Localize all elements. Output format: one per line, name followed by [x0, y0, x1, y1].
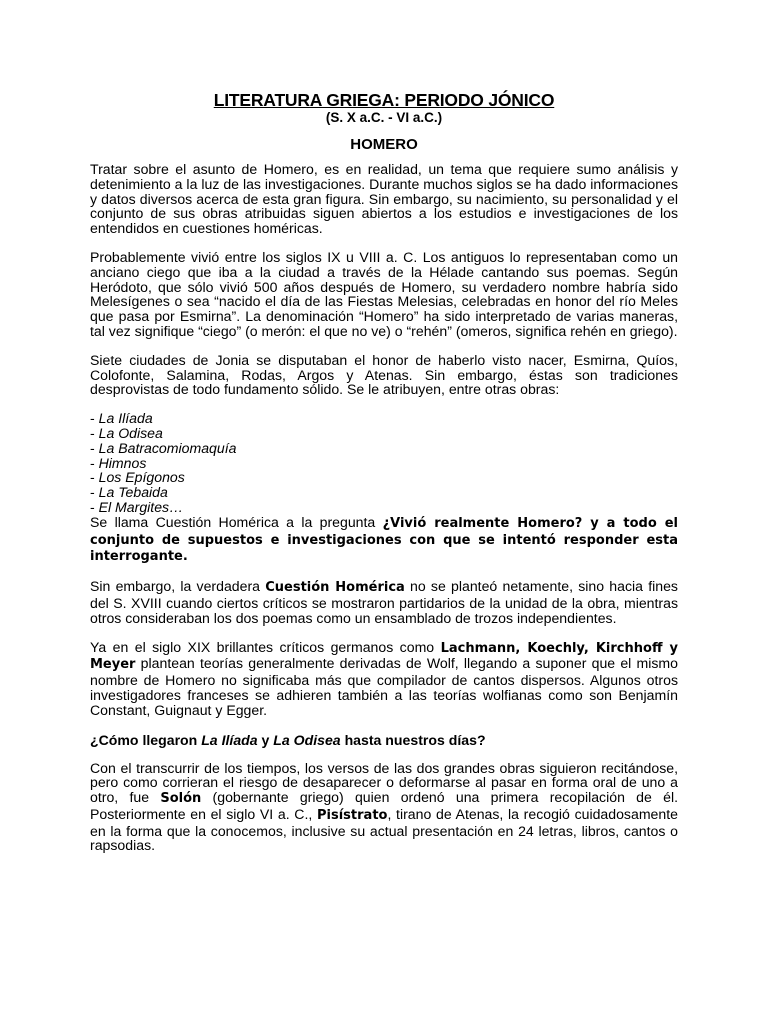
list-item	[90, 485, 678, 500]
list-item	[90, 426, 678, 441]
list-dash: -	[90, 454, 99, 471]
list-item	[90, 500, 678, 515]
work-title: El Margites…	[98, 498, 184, 515]
paragraph-6-text-a: Ya en el siglo XIX brillantes críticos germanos como	[90, 638, 441, 655]
list-dash: -	[90, 484, 99, 501]
critics-names: Lachmann, Koechly, Kirchhoff y Meyer	[90, 640, 678, 673]
work-title: Los Epígonos	[98, 469, 185, 486]
page-subtitle: (S. X a.C. - VI a.C.)	[325, 110, 443, 125]
sub-heading-text-c: hasta nuestros días?	[340, 731, 486, 748]
paragraph-3: Siete ciudades de Jonia se disputaban el honor de haberlo visto nacer, Esmirna, Quíos, Colofonte, Salamina, Rodas, Argos y Atenas. Sin embargo, éstas son tradiciones desprovistas de todo fundamento sólido. Se le atribuyen, entre otras obras:	[90, 351, 678, 398]
list-dash: -	[90, 439, 99, 456]
paragraph-7-text-c: , tirano de Atenas, la recogió cuidadosamente en la forma que la conocemos, inclusive su actual presentación en 24 letras, libros, cantos o rapsodias.	[90, 805, 678, 854]
pisistrato-name: Pisístrato	[317, 807, 388, 823]
paragraph-1: Tratar sobre el asunto de Homero, es en realidad, un tema que requiere sumo análisis y detenimiento a la luz de las investigaciones. Durante muchos siglos se ha dado informaciones y datos diversos acerca de esta gran figura. Sin embargo, su nacimiento, su personalidad y el conjunto de sus obras atribuidas siguen abiertos a los estudios e investigaciones de los entendidos en cuestiones homéricas.	[90, 161, 678, 237]
list-dash: -	[90, 410, 99, 427]
list-dash: -	[90, 498, 99, 515]
homeric-question: ¿Vivió realmente Homero? y a todo el conjunto de supuestos e investigaciones con que se intentó responder esta interrogante.	[90, 515, 678, 565]
paragraph-5	[90, 579, 678, 625]
work-title: Himnos	[98, 454, 147, 471]
paragraph-7-text-b: (gobernante griego) quien ordenó una primera recopilación de él. Posteriormente en el siglo VI a. C.,	[90, 789, 679, 822]
list-item	[90, 411, 678, 426]
odyssey-title: La Odisea	[273, 731, 341, 748]
cuestion-homerica-term: Cuestión Homérica	[265, 580, 405, 596]
paragraph-5-text-b: no se planteó netamente, sino hacia fines del S. XVIII cuando ciertos críticos se mostraron partidarios de la unidad de la obra, mientras otros consideraban los dos poemas como un ensamblado de trozos independientes.	[90, 578, 678, 626]
work-title: La Ilíada	[98, 410, 153, 427]
sub-heading-text-a: ¿Cómo llegaron	[90, 731, 202, 748]
iliad-title: La Ilíada	[201, 731, 258, 748]
section-heading: HOMERO	[350, 136, 418, 153]
sub-heading-text-b: y	[257, 731, 274, 748]
work-title: La Tebaida	[98, 484, 168, 501]
paragraph-7-text-a: Con el transcurrir de los tiempos, los versos de las dos grandes obras siguieron recitándose, pero como corrieran el riesgo de desaparecer o deformarse al pasar en forma oral de uno a otro, fue	[90, 759, 678, 806]
works-list	[90, 411, 678, 515]
sub-heading	[90, 732, 678, 748]
list-item	[90, 470, 678, 485]
paragraph-4	[90, 515, 678, 565]
paragraph-4-lead: Se llama Cuestión Homérica a la pregunta	[90, 513, 383, 530]
paragraph-6-text-b: plantean teorías generalmente derivadas de Wolf, llegando a suponer que el mismo nombre de Homero no significaba más que compilador de cantos dispersos. Algunos otros investigadores franceses se adhieren también a las teorías wolfianas como son Benjamín Constant, Guignaut y Egger.	[90, 655, 678, 718]
solon-name: Solón	[160, 791, 202, 807]
paragraph-5-text-a: Sin embargo, la verdadera	[90, 578, 266, 595]
work-title: La Batracomiomaquía	[98, 439, 237, 456]
paragraph-6	[90, 640, 678, 718]
list-dash: -	[90, 424, 99, 441]
paragraph-2: Probablemente vivió entre los siglos IX u VIII a. C. Los antiguos lo representaban como un anciano ciego que iba a la ciudad a través de la Hélade cantando sus poemas. Según Heródoto, que sólo vivió 500 años después de Homero, su verdadero nombre habría sido Melesígenes o sea “nacido el día de las Fiestas Melesias, celebradas en honor del río Meles que pasa por Esmirna”. La denominación “Homero” ha sido interpretado de varias maneras, tal vez signifique “ciego” (o merón: el que no ve) o “rehén” (omeros, significa rehén en griego).	[90, 248, 678, 339]
paragraph-7	[90, 761, 678, 854]
list-item	[90, 456, 678, 471]
page-title: LITERATURA GRIEGA: PERIODO JÓNICO	[213, 90, 555, 110]
work-title: La Odisea	[98, 424, 163, 441]
list-item	[90, 441, 678, 456]
list-dash: -	[90, 469, 99, 486]
